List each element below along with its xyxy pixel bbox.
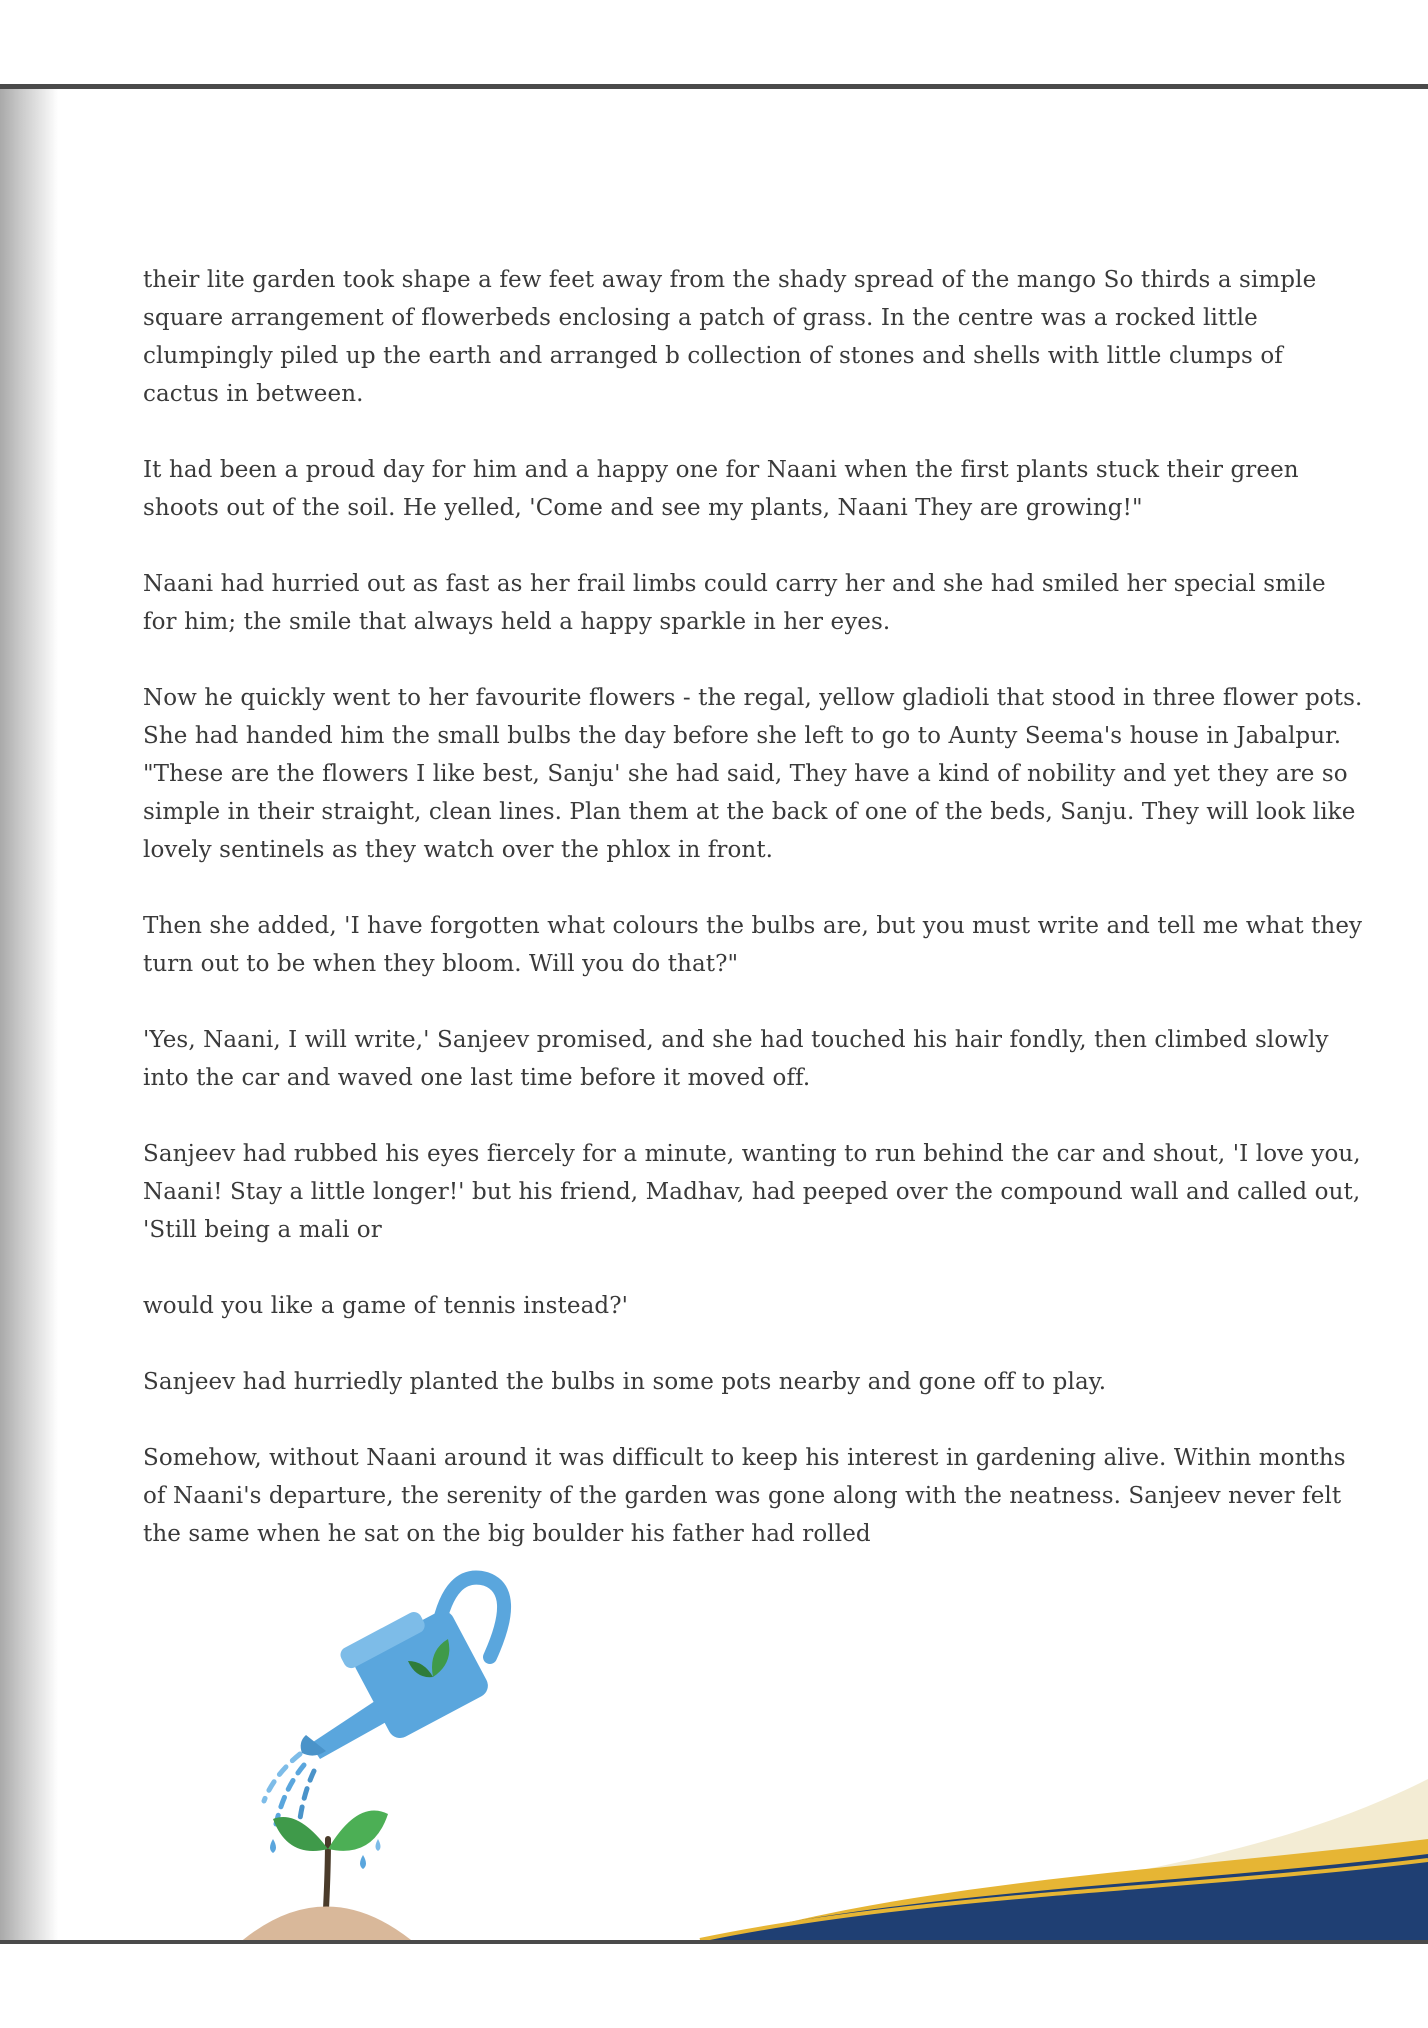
paragraph-7: Sanjeev had rubbed his eyes fiercely for a minute, wanting to run behind the car and shout, 'I love you, Naani! Stay a little longer!' but his friend, Madhav, had peeped over the compound wall and called out, 'Still being a mali or: [143, 1141, 1361, 1243]
watering-can-seedling-icon: [228, 1539, 548, 1940]
page-spine-shadow: [0, 89, 58, 1940]
paragraph-4: Now he quickly went to her favourite flowers - the regal, yellow gladioli that stood in three flower pots. She had handed him the small bulbs the day before she left to go to Aunty Seema's house in Jabalpur. "These are the flowers I like best, Sanju' she had said, They have a kind of nobility and yet they are so simple in their straight, clean lines. Plan them at the back of one of the beds, Sanju. They will look like lovely sentinels as they watch over the phlox in front.: [143, 685, 1363, 863]
story-text: [143, 261, 1365, 1553]
paragraph-9: Sanjeev had hurriedly planted the bulbs in some pots nearby and gone off to play.: [143, 1369, 1107, 1395]
bottom-border-rule: [0, 1940, 1428, 1944]
paragraph-3: Naani had hurried out as fast as her frail limbs could carry her and she had smiled her special smile for him; the smile that always held a happy sparkle in her eyes.: [143, 571, 1326, 635]
paragraph-6: 'Yes, Naani, I will write,' Sanjeev promised, and she had touched his hair fondly, then climbed slowly into the car and waved one last time before it moved off.: [143, 1027, 1329, 1091]
paragraph-2: It had been a proud day for him and a happy one for Naani when the first plants stuck their green shoots out of the soil. He yelled, 'Come and see my plants, Naani They are growing!": [143, 457, 1299, 521]
paragraph-10: Somehow, without Naani around it was difficult to keep his interest in gardening alive. Within months of Naani's departure, the serenity of the garden was gone along with the neatness. Sanjeev never felt the same when he sat on the big boulder his father had rolled: [143, 1445, 1346, 1547]
document-page: [0, 89, 1428, 1940]
paragraph-5: Then she added, 'I have forgotten what colours the bulbs are, but you must write and tell me what they turn out to be when they bloom. Will you do that?": [143, 913, 1363, 977]
paragraph-8: would you like a game of tennis instead?': [143, 1293, 629, 1319]
paragraph-1: their lite garden took shape a few feet away from the shady spread of the mango So thirds a simple square arrangement of flowerbeds enclosing a patch of grass. In the centre was a rocked little clumpingly piled up the earth and arranged b collection of stones and shells with little clumps of cactus in between.: [143, 267, 1317, 407]
